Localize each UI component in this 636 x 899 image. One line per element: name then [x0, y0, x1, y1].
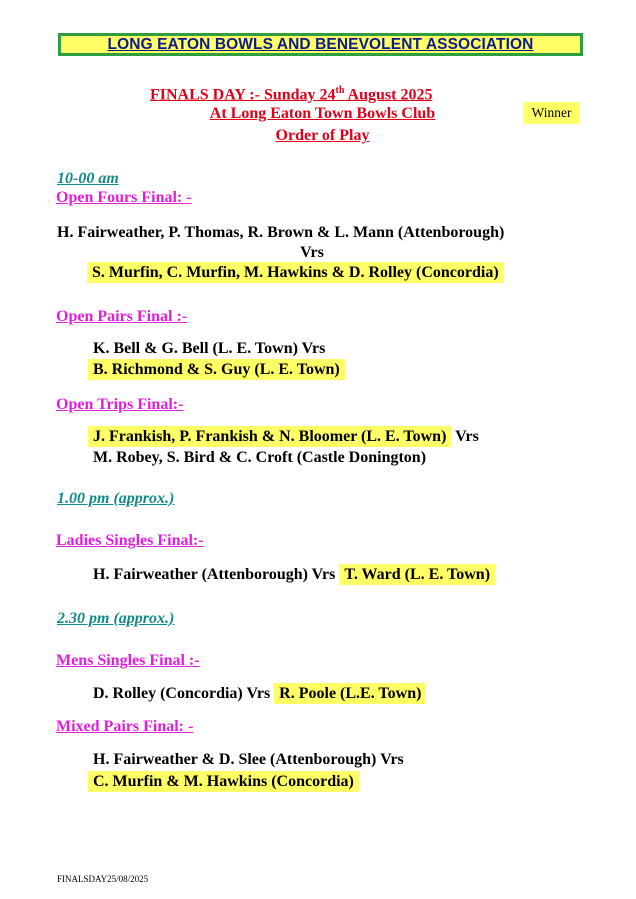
winner-highlight: J. Frankish, P. Frankish & N. Bloomer (L. E. Town) — [88, 426, 451, 447]
ladies-singles-heading: Ladies Singles Final:- — [56, 532, 204, 549]
order-of-play-title: Order of Play — [275, 127, 370, 144]
session-time-afternoon: 1.00 pm (approx.) — [57, 490, 175, 507]
winner-legend — [523, 102, 580, 124]
winner-highlight: S. Murfin, C. Murfin, M. Hawkins & D. Rolley (Concordia) — [87, 262, 504, 283]
open-trips-heading: Open Trips Final:- — [56, 396, 184, 413]
association-title: LONG EATON BOWLS AND BENEVOLENT ASSOCIATION — [107, 35, 534, 53]
association-banner — [58, 33, 583, 56]
mens-singles-match: D. Rolley (Concordia) Vrs R. Poole (L.E. Town) — [93, 685, 426, 703]
winner-highlight: T. Ward (L. E. Town) — [339, 564, 495, 585]
venue-title: At Long Eaton Town Bowls Club — [209, 105, 436, 122]
open-trips-team1: J. Frankish, P. Frankish & N. Bloomer (L. E. Town) Vrs — [93, 428, 479, 446]
open-fours-team2 — [92, 264, 504, 282]
open-pairs-team1: K. Bell & G. Bell (L. E. Town) Vrs — [93, 340, 326, 357]
winner-highlight: C. Murfin & M. Hawkins (Concordia) — [88, 771, 359, 792]
mens-singles-heading: Mens Singles Final :- — [56, 652, 200, 669]
winner-highlight: B. Richmond & S. Guy (L. E. Town) — [88, 359, 345, 380]
finals-day-title: FINALS DAY :- Sunday 24th August 2025 — [150, 85, 433, 104]
mixed-pairs-team1: H. Fairweather & D. Slee (Attenborough) Vrs — [93, 751, 404, 768]
mixed-pairs-team2 — [93, 773, 359, 791]
winner-highlight: R. Poole (L.E. Town) — [274, 683, 426, 704]
open-fours-team1: H. Fairweather, P. Thomas, R. Brown & L. Mann (Attenborough) — [57, 224, 505, 241]
document-footer: FINALSDAY25/08/2025 — [57, 874, 149, 884]
session-time-morning: 10-00 am — [57, 170, 119, 187]
session-time-late: 2.30 pm (approx.) — [57, 610, 175, 627]
open-trips-team2: M. Robey, S. Bird & C. Croft (Castle Donington) — [93, 449, 427, 466]
open-fours-heading: Open Fours Final: - — [56, 189, 192, 206]
mixed-pairs-heading: Mixed Pairs Final: - — [56, 718, 194, 735]
ladies-singles-match: H. Fairweather (Attenborough) Vrs T. Ward (L. E. Town) — [93, 566, 495, 584]
open-pairs-team2 — [93, 361, 345, 379]
winner-legend-label: Winner — [531, 105, 572, 120]
open-fours-vrs: Vrs — [300, 244, 324, 261]
open-pairs-heading: Open Pairs Final :- — [56, 308, 188, 325]
